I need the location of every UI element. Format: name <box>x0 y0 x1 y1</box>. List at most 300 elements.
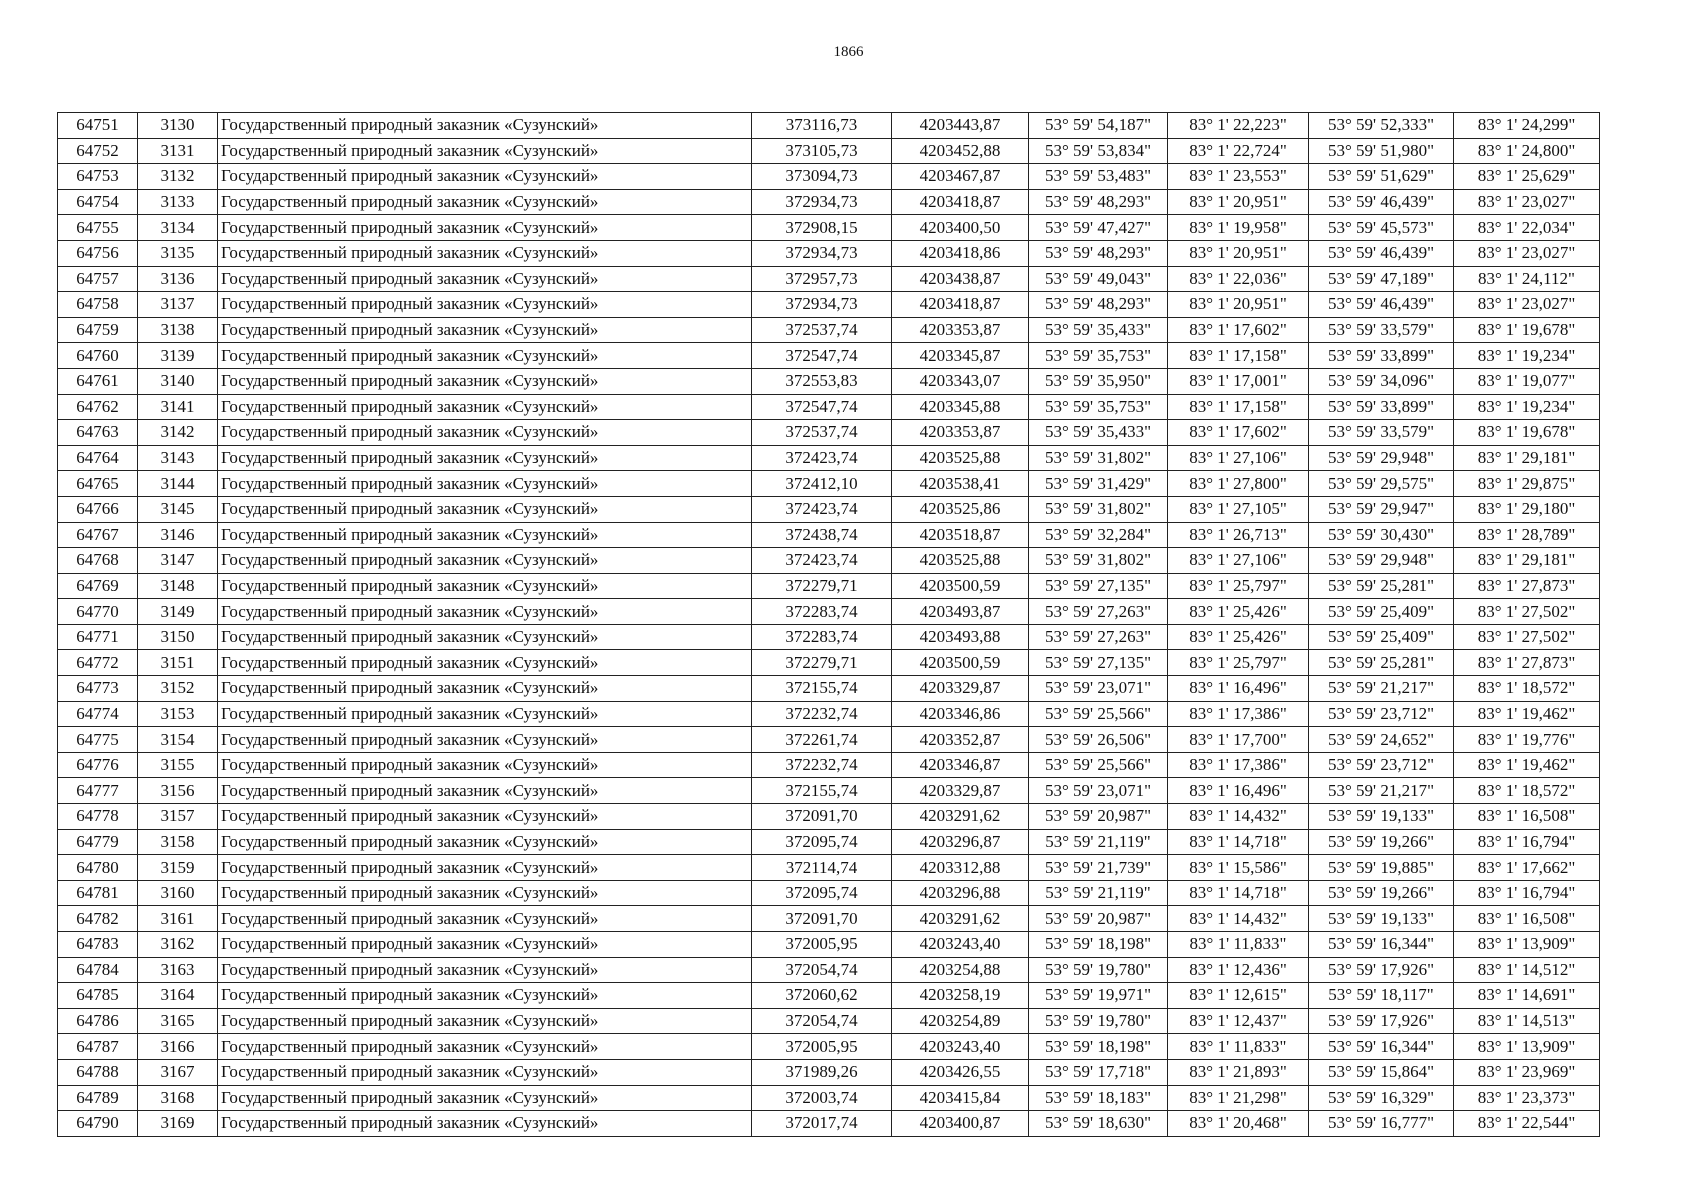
latitude-2-cell: 53° 59' 17,926" <box>1309 1008 1454 1034</box>
table-row <box>58 522 1600 548</box>
longitude-2-cell: 83° 1' 23,027" <box>1454 240 1600 266</box>
latitude-2-cell: 53° 59' 15,864" <box>1309 1059 1454 1085</box>
record-id-cell: 64754 <box>58 189 138 215</box>
y-coordinate-cell: 4203500,59 <box>892 573 1029 599</box>
latitude-1-cell: 53° 59' 35,433" <box>1029 317 1168 343</box>
x-coordinate-cell: 372060,62 <box>752 983 892 1009</box>
longitude-1-cell: 83° 1' 25,426" <box>1168 599 1309 625</box>
record-id-cell: 64758 <box>58 292 138 318</box>
longitude-1-cell: 83° 1' 14,718" <box>1168 829 1309 855</box>
latitude-1-cell: 53° 59' 31,802" <box>1029 496 1168 522</box>
latitude-1-cell: 53° 59' 48,293" <box>1029 292 1168 318</box>
table-row <box>58 650 1600 676</box>
point-number-cell: 3143 <box>138 445 218 471</box>
y-coordinate-cell: 4203291,62 <box>892 804 1029 830</box>
point-number-cell: 3166 <box>138 1034 218 1060</box>
latitude-2-cell: 53° 59' 29,948" <box>1309 548 1454 574</box>
y-coordinate-cell: 4203525,88 <box>892 445 1029 471</box>
point-number-cell: 3169 <box>138 1111 218 1137</box>
object-name-cell: Государственный природный заказник «Сузунский» <box>218 215 752 241</box>
x-coordinate-cell: 372279,71 <box>752 573 892 599</box>
y-coordinate-cell: 4203243,40 <box>892 932 1029 958</box>
table-row <box>58 752 1600 778</box>
record-id-cell: 64784 <box>58 957 138 983</box>
x-coordinate-cell: 372957,73 <box>752 266 892 292</box>
record-id-cell: 64767 <box>58 522 138 548</box>
table-row <box>58 189 1600 215</box>
table-row <box>58 138 1600 164</box>
latitude-1-cell: 53° 59' 20,987" <box>1029 804 1168 830</box>
x-coordinate-cell: 372279,71 <box>752 650 892 676</box>
y-coordinate-cell: 4203329,87 <box>892 676 1029 702</box>
x-coordinate-cell: 373105,73 <box>752 138 892 164</box>
latitude-2-cell: 53° 59' 45,573" <box>1309 215 1454 241</box>
object-name-cell: Государственный природный заказник «Сузунский» <box>218 573 752 599</box>
latitude-2-cell: 53° 59' 19,266" <box>1309 880 1454 906</box>
latitude-1-cell: 53° 59' 48,293" <box>1029 240 1168 266</box>
longitude-1-cell: 83° 1' 17,386" <box>1168 701 1309 727</box>
table-row <box>58 855 1600 881</box>
latitude-1-cell: 53° 59' 19,971" <box>1029 983 1168 1009</box>
latitude-1-cell: 53° 59' 18,183" <box>1029 1085 1168 1111</box>
record-id-cell: 64764 <box>58 445 138 471</box>
point-number-cell: 3163 <box>138 957 218 983</box>
object-name-cell: Государственный природный заказник «Сузунский» <box>218 368 752 394</box>
table-row <box>58 394 1600 420</box>
x-coordinate-cell: 372537,74 <box>752 420 892 446</box>
table-row <box>58 778 1600 804</box>
latitude-2-cell: 53° 59' 29,947" <box>1309 496 1454 522</box>
longitude-2-cell: 83° 1' 23,027" <box>1454 292 1600 318</box>
point-number-cell: 3144 <box>138 471 218 497</box>
latitude-2-cell: 53° 59' 25,409" <box>1309 624 1454 650</box>
x-coordinate-cell: 372283,74 <box>752 599 892 625</box>
x-coordinate-cell: 372017,74 <box>752 1111 892 1137</box>
record-id-cell: 64766 <box>58 496 138 522</box>
latitude-2-cell: 53° 59' 23,712" <box>1309 701 1454 727</box>
y-coordinate-cell: 4203400,50 <box>892 215 1029 241</box>
latitude-1-cell: 53° 59' 27,135" <box>1029 650 1168 676</box>
latitude-1-cell: 53° 59' 18,198" <box>1029 1034 1168 1060</box>
longitude-2-cell: 83° 1' 18,572" <box>1454 778 1600 804</box>
record-id-cell: 64762 <box>58 394 138 420</box>
x-coordinate-cell: 372283,74 <box>752 624 892 650</box>
y-coordinate-cell: 4203329,87 <box>892 778 1029 804</box>
y-coordinate-cell: 4203400,87 <box>892 1111 1029 1137</box>
longitude-1-cell: 83° 1' 27,800" <box>1168 471 1309 497</box>
point-number-cell: 3155 <box>138 752 218 778</box>
longitude-1-cell: 83° 1' 19,958" <box>1168 215 1309 241</box>
y-coordinate-cell: 4203291,62 <box>892 906 1029 932</box>
longitude-2-cell: 83° 1' 19,462" <box>1454 752 1600 778</box>
latitude-1-cell: 53° 59' 25,566" <box>1029 752 1168 778</box>
object-name-cell: Государственный природный заказник «Сузунский» <box>218 343 752 369</box>
y-coordinate-cell: 4203345,88 <box>892 394 1029 420</box>
longitude-2-cell: 83° 1' 22,034" <box>1454 215 1600 241</box>
point-number-cell: 3131 <box>138 138 218 164</box>
x-coordinate-cell: 372095,74 <box>752 880 892 906</box>
x-coordinate-cell: 372155,74 <box>752 676 892 702</box>
point-number-cell: 3146 <box>138 522 218 548</box>
x-coordinate-cell: 372054,74 <box>752 957 892 983</box>
latitude-1-cell: 53° 59' 35,433" <box>1029 420 1168 446</box>
object-name-cell: Государственный природный заказник «Сузунский» <box>218 1085 752 1111</box>
x-coordinate-cell: 372054,74 <box>752 1008 892 1034</box>
object-name-cell: Государственный природный заказник «Сузунский» <box>218 829 752 855</box>
point-number-cell: 3145 <box>138 496 218 522</box>
object-name-cell: Государственный природный заказник «Сузунский» <box>218 240 752 266</box>
longitude-2-cell: 83° 1' 16,794" <box>1454 829 1600 855</box>
object-name-cell: Государственный природный заказник «Сузунский» <box>218 752 752 778</box>
y-coordinate-cell: 4203254,88 <box>892 957 1029 983</box>
point-number-cell: 3153 <box>138 701 218 727</box>
longitude-2-cell: 83° 1' 19,234" <box>1454 343 1600 369</box>
point-number-cell: 3164 <box>138 983 218 1009</box>
point-number-cell: 3161 <box>138 906 218 932</box>
table-row <box>58 880 1600 906</box>
table-row <box>58 1008 1600 1034</box>
record-id-cell: 64771 <box>58 624 138 650</box>
object-name-cell: Государственный природный заказник «Сузунский» <box>218 906 752 932</box>
object-name-cell: Государственный природный заказник «Сузунский» <box>218 394 752 420</box>
longitude-2-cell: 83° 1' 27,873" <box>1454 573 1600 599</box>
latitude-1-cell: 53° 59' 18,630" <box>1029 1111 1168 1137</box>
latitude-1-cell: 53° 59' 20,987" <box>1029 906 1168 932</box>
longitude-2-cell: 83° 1' 13,909" <box>1454 932 1600 958</box>
point-number-cell: 3132 <box>138 164 218 190</box>
y-coordinate-cell: 4203438,87 <box>892 266 1029 292</box>
x-coordinate-cell: 373116,73 <box>752 113 892 139</box>
latitude-1-cell: 53° 59' 23,071" <box>1029 778 1168 804</box>
table-row <box>58 957 1600 983</box>
latitude-2-cell: 53° 59' 47,189" <box>1309 266 1454 292</box>
latitude-2-cell: 53° 59' 52,333" <box>1309 113 1454 139</box>
latitude-2-cell: 53° 59' 18,117" <box>1309 983 1454 1009</box>
y-coordinate-cell: 4203243,40 <box>892 1034 1029 1060</box>
longitude-1-cell: 83° 1' 20,951" <box>1168 292 1309 318</box>
y-coordinate-cell: 4203415,84 <box>892 1085 1029 1111</box>
table-row <box>58 1059 1600 1085</box>
object-name-cell: Государственный природный заказник «Сузунский» <box>218 496 752 522</box>
record-id-cell: 64777 <box>58 778 138 804</box>
coordinates-table <box>57 112 1600 1137</box>
longitude-1-cell: 83° 1' 20,951" <box>1168 189 1309 215</box>
latitude-1-cell: 53° 59' 19,780" <box>1029 957 1168 983</box>
point-number-cell: 3165 <box>138 1008 218 1034</box>
longitude-1-cell: 83° 1' 26,713" <box>1168 522 1309 548</box>
longitude-1-cell: 83° 1' 22,036" <box>1168 266 1309 292</box>
latitude-2-cell: 53° 59' 24,652" <box>1309 727 1454 753</box>
longitude-2-cell: 83° 1' 23,373" <box>1454 1085 1600 1111</box>
page-number: 1866 <box>833 44 864 60</box>
record-id-cell: 64755 <box>58 215 138 241</box>
y-coordinate-cell: 4203353,87 <box>892 420 1029 446</box>
point-number-cell: 3136 <box>138 266 218 292</box>
object-name-cell: Государственный природный заказник «Сузунский» <box>218 778 752 804</box>
record-id-cell: 64770 <box>58 599 138 625</box>
longitude-1-cell: 83° 1' 12,437" <box>1168 1008 1309 1034</box>
object-name-cell: Государственный природный заказник «Сузунский» <box>218 266 752 292</box>
latitude-2-cell: 53° 59' 33,579" <box>1309 420 1454 446</box>
point-number-cell: 3148 <box>138 573 218 599</box>
object-name-cell: Государственный природный заказник «Сузунский» <box>218 189 752 215</box>
x-coordinate-cell: 372261,74 <box>752 727 892 753</box>
latitude-2-cell: 53° 59' 25,281" <box>1309 650 1454 676</box>
x-coordinate-cell: 372005,95 <box>752 932 892 958</box>
longitude-2-cell: 83° 1' 19,678" <box>1454 317 1600 343</box>
latitude-1-cell: 53° 59' 48,293" <box>1029 189 1168 215</box>
longitude-1-cell: 83° 1' 22,724" <box>1168 138 1309 164</box>
longitude-2-cell: 83° 1' 19,077" <box>1454 368 1600 394</box>
x-coordinate-cell: 372547,74 <box>752 343 892 369</box>
record-id-cell: 64781 <box>58 880 138 906</box>
latitude-1-cell: 53° 59' 31,429" <box>1029 471 1168 497</box>
record-id-cell: 64789 <box>58 1085 138 1111</box>
longitude-2-cell: 83° 1' 22,544" <box>1454 1111 1600 1137</box>
longitude-1-cell: 83° 1' 22,223" <box>1168 113 1309 139</box>
object-name-cell: Государственный природный заказник «Сузунский» <box>218 932 752 958</box>
x-coordinate-cell: 372095,74 <box>752 829 892 855</box>
point-number-cell: 3130 <box>138 113 218 139</box>
y-coordinate-cell: 4203296,88 <box>892 880 1029 906</box>
latitude-1-cell: 53° 59' 19,780" <box>1029 1008 1168 1034</box>
x-coordinate-cell: 372412,10 <box>752 471 892 497</box>
longitude-2-cell: 83° 1' 24,112" <box>1454 266 1600 292</box>
x-coordinate-cell: 373094,73 <box>752 164 892 190</box>
y-coordinate-cell: 4203345,87 <box>892 343 1029 369</box>
y-coordinate-cell: 4203518,87 <box>892 522 1029 548</box>
longitude-2-cell: 83° 1' 24,800" <box>1454 138 1600 164</box>
table-row <box>58 676 1600 702</box>
object-name-cell: Государственный природный заказник «Сузунский» <box>218 1008 752 1034</box>
longitude-1-cell: 83° 1' 12,436" <box>1168 957 1309 983</box>
table-row <box>58 1111 1600 1137</box>
table-row <box>58 573 1600 599</box>
longitude-2-cell: 83° 1' 29,875" <box>1454 471 1600 497</box>
longitude-2-cell: 83° 1' 19,776" <box>1454 727 1600 753</box>
table-row <box>58 727 1600 753</box>
y-coordinate-cell: 4203426,55 <box>892 1059 1029 1085</box>
table-row <box>58 1034 1600 1060</box>
longitude-1-cell: 83° 1' 16,496" <box>1168 778 1309 804</box>
latitude-1-cell: 53° 59' 35,753" <box>1029 394 1168 420</box>
longitude-1-cell: 83° 1' 17,602" <box>1168 317 1309 343</box>
record-id-cell: 64783 <box>58 932 138 958</box>
object-name-cell: Государственный природный заказник «Сузунский» <box>218 420 752 446</box>
latitude-2-cell: 53° 59' 25,281" <box>1309 573 1454 599</box>
record-id-cell: 64765 <box>58 471 138 497</box>
object-name-cell: Государственный природный заказник «Сузунский» <box>218 701 752 727</box>
table-row <box>58 496 1600 522</box>
object-name-cell: Государственный природный заказник «Сузунский» <box>218 855 752 881</box>
object-name-cell: Государственный природный заказник «Сузунский» <box>218 113 752 139</box>
latitude-2-cell: 53° 59' 51,629" <box>1309 164 1454 190</box>
object-name-cell: Государственный природный заказник «Сузунский» <box>218 650 752 676</box>
object-name-cell: Государственный природный заказник «Сузунский» <box>218 292 752 318</box>
longitude-1-cell: 83° 1' 21,298" <box>1168 1085 1309 1111</box>
longitude-1-cell: 83° 1' 17,386" <box>1168 752 1309 778</box>
table-row <box>58 983 1600 1009</box>
y-coordinate-cell: 4203258,19 <box>892 983 1029 1009</box>
x-coordinate-cell: 372547,74 <box>752 394 892 420</box>
table-row <box>58 164 1600 190</box>
latitude-1-cell: 53° 59' 31,802" <box>1029 445 1168 471</box>
object-name-cell: Государственный природный заказник «Сузунский» <box>218 164 752 190</box>
y-coordinate-cell: 4203418,87 <box>892 189 1029 215</box>
longitude-2-cell: 83° 1' 18,572" <box>1454 676 1600 702</box>
table-body <box>58 113 1600 1137</box>
point-number-cell: 3133 <box>138 189 218 215</box>
longitude-2-cell: 83° 1' 14,512" <box>1454 957 1600 983</box>
record-id-cell: 64775 <box>58 727 138 753</box>
x-coordinate-cell: 372155,74 <box>752 778 892 804</box>
table-row <box>58 599 1600 625</box>
y-coordinate-cell: 4203525,86 <box>892 496 1029 522</box>
record-id-cell: 64753 <box>58 164 138 190</box>
longitude-2-cell: 83° 1' 16,508" <box>1454 804 1600 830</box>
latitude-1-cell: 53° 59' 23,071" <box>1029 676 1168 702</box>
latitude-1-cell: 53° 59' 47,427" <box>1029 215 1168 241</box>
longitude-1-cell: 83° 1' 23,553" <box>1168 164 1309 190</box>
table-row <box>58 420 1600 446</box>
object-name-cell: Государственный природный заказник «Сузунский» <box>218 548 752 574</box>
table-row <box>58 932 1600 958</box>
longitude-1-cell: 83° 1' 25,797" <box>1168 573 1309 599</box>
x-coordinate-cell: 372005,95 <box>752 1034 892 1060</box>
y-coordinate-cell: 4203493,87 <box>892 599 1029 625</box>
record-id-cell: 64774 <box>58 701 138 727</box>
longitude-2-cell: 83° 1' 29,181" <box>1454 548 1600 574</box>
latitude-1-cell: 53° 59' 32,284" <box>1029 522 1168 548</box>
record-id-cell: 64763 <box>58 420 138 446</box>
x-coordinate-cell: 372553,83 <box>752 368 892 394</box>
longitude-2-cell: 83° 1' 19,462" <box>1454 701 1600 727</box>
y-coordinate-cell: 4203343,07 <box>892 368 1029 394</box>
y-coordinate-cell: 4203352,87 <box>892 727 1029 753</box>
longitude-1-cell: 83° 1' 20,951" <box>1168 240 1309 266</box>
point-number-cell: 3139 <box>138 343 218 369</box>
latitude-2-cell: 53° 59' 19,133" <box>1309 906 1454 932</box>
record-id-cell: 64772 <box>58 650 138 676</box>
point-number-cell: 3149 <box>138 599 218 625</box>
latitude-1-cell: 53° 59' 27,263" <box>1029 599 1168 625</box>
x-coordinate-cell: 372423,74 <box>752 548 892 574</box>
point-number-cell: 3138 <box>138 317 218 343</box>
longitude-2-cell: 83° 1' 19,234" <box>1454 394 1600 420</box>
table-row <box>58 240 1600 266</box>
latitude-2-cell: 53° 59' 19,266" <box>1309 829 1454 855</box>
table-row <box>58 906 1600 932</box>
table-row <box>58 368 1600 394</box>
record-id-cell: 64759 <box>58 317 138 343</box>
record-id-cell: 64752 <box>58 138 138 164</box>
y-coordinate-cell: 4203493,88 <box>892 624 1029 650</box>
longitude-1-cell: 83° 1' 14,718" <box>1168 880 1309 906</box>
latitude-2-cell: 53° 59' 16,344" <box>1309 1034 1454 1060</box>
record-id-cell: 64757 <box>58 266 138 292</box>
record-id-cell: 64785 <box>58 983 138 1009</box>
object-name-cell: Государственный природный заказник «Сузунский» <box>218 522 752 548</box>
longitude-2-cell: 83° 1' 23,027" <box>1454 189 1600 215</box>
latitude-2-cell: 53° 59' 29,575" <box>1309 471 1454 497</box>
x-coordinate-cell: 371989,26 <box>752 1059 892 1085</box>
object-name-cell: Государственный природный заказник «Сузунский» <box>218 727 752 753</box>
latitude-1-cell: 53° 59' 53,834" <box>1029 138 1168 164</box>
latitude-1-cell: 53° 59' 54,187" <box>1029 113 1168 139</box>
object-name-cell: Государственный природный заказник «Сузунский» <box>218 138 752 164</box>
latitude-1-cell: 53° 59' 18,198" <box>1029 932 1168 958</box>
latitude-2-cell: 53° 59' 33,579" <box>1309 317 1454 343</box>
latitude-1-cell: 53° 59' 21,739" <box>1029 855 1168 881</box>
table-row <box>58 292 1600 318</box>
latitude-1-cell: 53° 59' 17,718" <box>1029 1059 1168 1085</box>
longitude-2-cell: 83° 1' 17,662" <box>1454 855 1600 881</box>
longitude-1-cell: 83° 1' 15,586" <box>1168 855 1309 881</box>
latitude-1-cell: 53° 59' 21,119" <box>1029 829 1168 855</box>
record-id-cell: 64768 <box>58 548 138 574</box>
longitude-1-cell: 83° 1' 17,158" <box>1168 343 1309 369</box>
x-coordinate-cell: 372423,74 <box>752 496 892 522</box>
record-id-cell: 64760 <box>58 343 138 369</box>
record-id-cell: 64776 <box>58 752 138 778</box>
latitude-2-cell: 53° 59' 46,439" <box>1309 189 1454 215</box>
point-number-cell: 3134 <box>138 215 218 241</box>
object-name-cell: Государственный природный заказник «Сузунский» <box>218 471 752 497</box>
longitude-2-cell: 83° 1' 23,969" <box>1454 1059 1600 1085</box>
table-row <box>58 266 1600 292</box>
x-coordinate-cell: 372934,73 <box>752 292 892 318</box>
latitude-1-cell: 53° 59' 26,506" <box>1029 727 1168 753</box>
point-number-cell: 3157 <box>138 804 218 830</box>
x-coordinate-cell: 372423,74 <box>752 445 892 471</box>
record-id-cell: 64779 <box>58 829 138 855</box>
y-coordinate-cell: 4203525,88 <box>892 548 1029 574</box>
x-coordinate-cell: 372232,74 <box>752 701 892 727</box>
latitude-2-cell: 53° 59' 16,344" <box>1309 932 1454 958</box>
x-coordinate-cell: 372091,70 <box>752 906 892 932</box>
longitude-1-cell: 83° 1' 27,106" <box>1168 548 1309 574</box>
latitude-2-cell: 53° 59' 30,430" <box>1309 522 1454 548</box>
longitude-1-cell: 83° 1' 27,106" <box>1168 445 1309 471</box>
y-coordinate-cell: 4203500,59 <box>892 650 1029 676</box>
longitude-1-cell: 83° 1' 17,602" <box>1168 420 1309 446</box>
object-name-cell: Государственный природный заказник «Сузунский» <box>218 317 752 343</box>
longitude-2-cell: 83° 1' 29,181" <box>1454 445 1600 471</box>
point-number-cell: 3152 <box>138 676 218 702</box>
longitude-1-cell: 83° 1' 17,700" <box>1168 727 1309 753</box>
object-name-cell: Государственный природный заказник «Сузунский» <box>218 880 752 906</box>
point-number-cell: 3162 <box>138 932 218 958</box>
longitude-1-cell: 83° 1' 17,001" <box>1168 368 1309 394</box>
latitude-2-cell: 53° 59' 46,439" <box>1309 292 1454 318</box>
latitude-2-cell: 53° 59' 33,899" <box>1309 394 1454 420</box>
point-number-cell: 3147 <box>138 548 218 574</box>
longitude-2-cell: 83° 1' 16,794" <box>1454 880 1600 906</box>
object-name-cell: Государственный природный заказник «Сузунский» <box>218 1034 752 1060</box>
x-coordinate-cell: 372438,74 <box>752 522 892 548</box>
longitude-1-cell: 83° 1' 27,105" <box>1168 496 1309 522</box>
table-row <box>58 829 1600 855</box>
point-number-cell: 3168 <box>138 1085 218 1111</box>
longitude-1-cell: 83° 1' 25,797" <box>1168 650 1309 676</box>
point-number-cell: 3154 <box>138 727 218 753</box>
record-id-cell: 64787 <box>58 1034 138 1060</box>
x-coordinate-cell: 372114,74 <box>752 855 892 881</box>
latitude-2-cell: 53° 59' 46,439" <box>1309 240 1454 266</box>
object-name-cell: Государственный природный заказник «Сузунский» <box>218 957 752 983</box>
object-name-cell: Государственный природный заказник «Сузунский» <box>218 676 752 702</box>
record-id-cell: 64761 <box>58 368 138 394</box>
